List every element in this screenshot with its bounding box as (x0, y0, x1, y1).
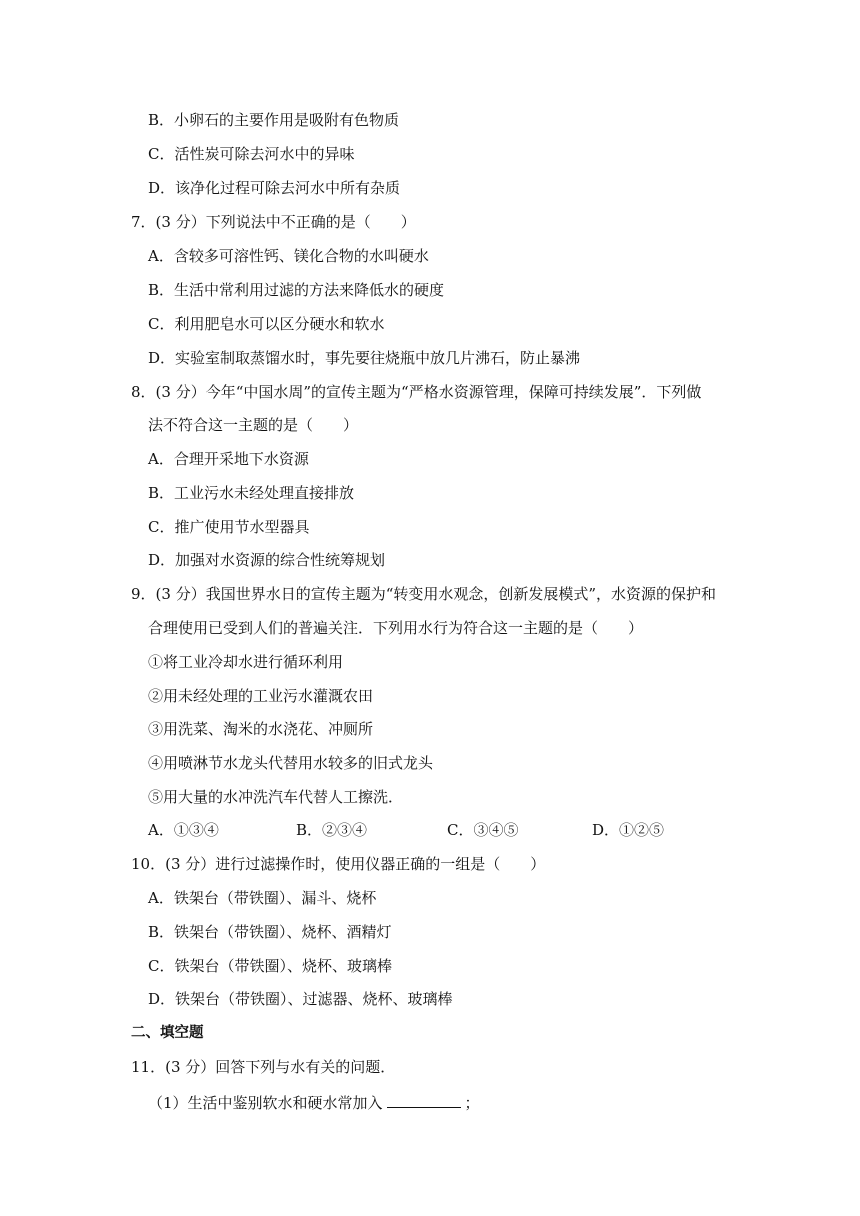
q10-stem: 10．(3 分）进行过滤操作时，使用仪器正确的一组是（ ） (131, 855, 546, 873)
q9-stem-line1: 9．(3 分）我国世界水日的宣传主题为“转变用水观念，创新发展模式”，水资源的保护和 (131, 585, 717, 603)
q11-stem: 11．(3 分）回答下列与水有关的问题． (131, 1058, 396, 1076)
q9-option-d: D．①②⑤ (592, 821, 665, 839)
q9-option-c: C．③④⑤ (447, 821, 519, 839)
q8-stem-line2: 法不符合这一主题的是（ ） (148, 416, 359, 434)
q11-part1-suffix: ； (464, 1094, 480, 1112)
q6-option-c: C．活性炭可除去河水中的异味 (148, 145, 355, 163)
q8-option-b: B．工业污水未经处理直接排放 (148, 484, 355, 502)
q6-option-b: B．小卵石的主要作用是吸附有色物质 (148, 111, 400, 129)
q9-options-row (148, 820, 748, 840)
q8-option-c: C．推广使用节水型器具 (148, 518, 310, 536)
q9-stem-line2: 合理使用已受到人们的普遍关注．下列用水行为符合这一主题的是（ ） (148, 619, 644, 637)
q9-item-4: ④用喷淋节水龙头代替用水较多的旧式龙头 (148, 754, 434, 772)
q11-part1 (148, 1091, 480, 1113)
q8-stem-line1: 8．(3 分）今年“中国水周”的宣传主题为“严格水资源管理，保障可持续发展”．下列做 (131, 383, 702, 401)
q10-option-b: B．铁架台（带铁圈）、烧杯、酒精灯 (148, 923, 392, 941)
q11-part1-prefix: （1）生活中鉴别软水和硬水常加入 (148, 1094, 383, 1112)
section-title: 二、填空题 (131, 1025, 204, 1041)
q7-option-b: B．生活中常利用过滤的方法来降低水的硬度 (148, 281, 445, 299)
q9-item-1: ①将工业冷却水进行循环利用 (148, 653, 344, 671)
q7-option-d: D．实验室制取蒸馏水时，事先要往烧瓶中放几片沸石，防止暴沸 (148, 349, 581, 367)
q10-option-a: A．铁架台（带铁圈）、漏斗、烧杯 (148, 889, 377, 907)
q7-option-a: A．含较多可溶性钙、镁化合物的水叫硬水 (148, 247, 429, 265)
q7-option-c: C．利用肥皂水可以区分硬水和软水 (148, 315, 385, 333)
q9-option-b: B．②③④ (296, 821, 368, 839)
answer-blank[interactable] (387, 1091, 461, 1108)
q7-stem: 7．(3 分）下列说法中不正确的是（ ） (131, 213, 416, 231)
q9-item-5: ⑤用大量的水冲洗汽车代替人工擦洗． (148, 788, 404, 806)
q8-option-d: D．加强对水资源的综合性统筹规划 (148, 551, 386, 569)
q6-option-d: D．该净化过程可除去河水中所有杂质 (148, 179, 401, 197)
q9-option-a: A．①③④ (148, 821, 219, 839)
q8-option-a: A．合理开采地下水资源 (148, 450, 309, 468)
q9-item-3: ③用洗菜、淘米的水浇花、冲厕所 (148, 720, 374, 738)
q10-option-c: C．铁架台（带铁圈）、烧杯、玻璃棒 (148, 957, 392, 975)
q10-option-d: D．铁架台（带铁圈）、过滤器、烧杯、玻璃棒 (148, 990, 453, 1008)
q9-item-2: ②用未经处理的工业污水灌溉农田 (148, 687, 374, 705)
